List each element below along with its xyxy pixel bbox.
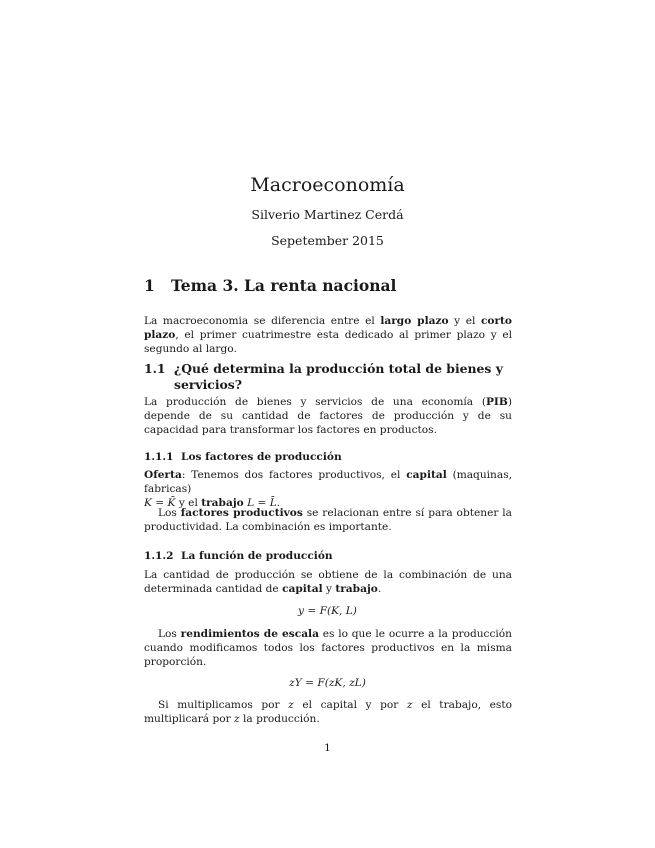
subsection-title: ¿Qué determina la producción total de bienes y servicios?: [174, 361, 503, 392]
subsection-number: 1.1: [144, 361, 166, 376]
term-capital: capital: [406, 469, 447, 481]
subsubsection-number: 1.1.2: [144, 550, 174, 562]
section1-intro-paragraph: La macroeconomia se diferencia entre el largo plazo y el corto plazo, el primer cuatrimestre esta dedicado al primer plazo y el segundo al largo.: [144, 315, 512, 356]
subsubsection-heading-1-1-2: [144, 549, 333, 563]
section-heading-1: [144, 276, 396, 296]
subsubsection-title: Los factores de producción: [181, 451, 342, 463]
subsection-heading-1-1: [144, 361, 516, 393]
section-number: 1: [144, 276, 155, 295]
subsubsection-heading-1-1-1: [144, 450, 342, 464]
term-pib: PIB: [485, 396, 508, 408]
term-largo-plazo: largo plazo: [380, 315, 449, 327]
math-l: L = L̄: [247, 497, 277, 510]
term-corto-plazo: corto plazo: [144, 315, 512, 342]
math-z: z: [234, 713, 240, 726]
document-date: Sepetember 2015: [271, 233, 384, 248]
term-oferta: Oferta: [144, 469, 182, 481]
document-title: Macroeconomía: [250, 174, 405, 196]
subsection1-1-paragraph: La producción de bienes y servicios de una economía (PIB) depende de su cantidad de factores de producción y de su capacidad para transformar los factores en productos.: [144, 396, 512, 437]
subsubsection-number: 1.1.1: [144, 451, 174, 463]
equation-production-function: y = F(K, L): [298, 605, 357, 617]
document-author: Silverio Martinez Cerdá: [251, 207, 404, 222]
term-capital: capital: [282, 583, 323, 596]
section-title: Tema 3. La renta nacional: [171, 276, 397, 295]
math-z: z: [288, 699, 294, 711]
page-number: 1: [324, 742, 331, 754]
funcion-paragraph: La cantidad de producción se obtiene de la combinación de una determinada cantidad de capital y trabajo.: [144, 569, 512, 596]
math-k: K = K̄: [144, 497, 176, 510]
rendimientos-paragraph: Los rendimientos de escala es lo que le ocurre a la producción cuando modificamos todos los factores productivos en la misma proporción.: [144, 628, 513, 669]
multiplicamos-paragraph: Si multiplicamos por z el capital y por z el trabajo, esto multiplicará por z la producción.: [144, 699, 512, 726]
equation-returns-to-scale: zY = F(zK, zL): [289, 677, 366, 689]
math-z: z: [406, 699, 413, 711]
term-trabajo: trabajo: [335, 583, 378, 596]
factores-paragraph: Los factores productivos se relacionan entre sí para obtener la productividad. La combinación es importante.: [144, 507, 513, 534]
term-factores-productivos: factores productivos: [180, 507, 303, 519]
term-rendimientos-de-escala: rendimientos de escala: [180, 628, 319, 640]
oferta-paragraph: Oferta: Tenemos dos factores productivos, el capital (maquinas, fabricas) K = K̄ y el trabajo L = L̄.: [144, 469, 512, 510]
term-trabajo: trabajo: [201, 497, 244, 510]
subsubsection-title: La función de producción: [181, 550, 333, 562]
